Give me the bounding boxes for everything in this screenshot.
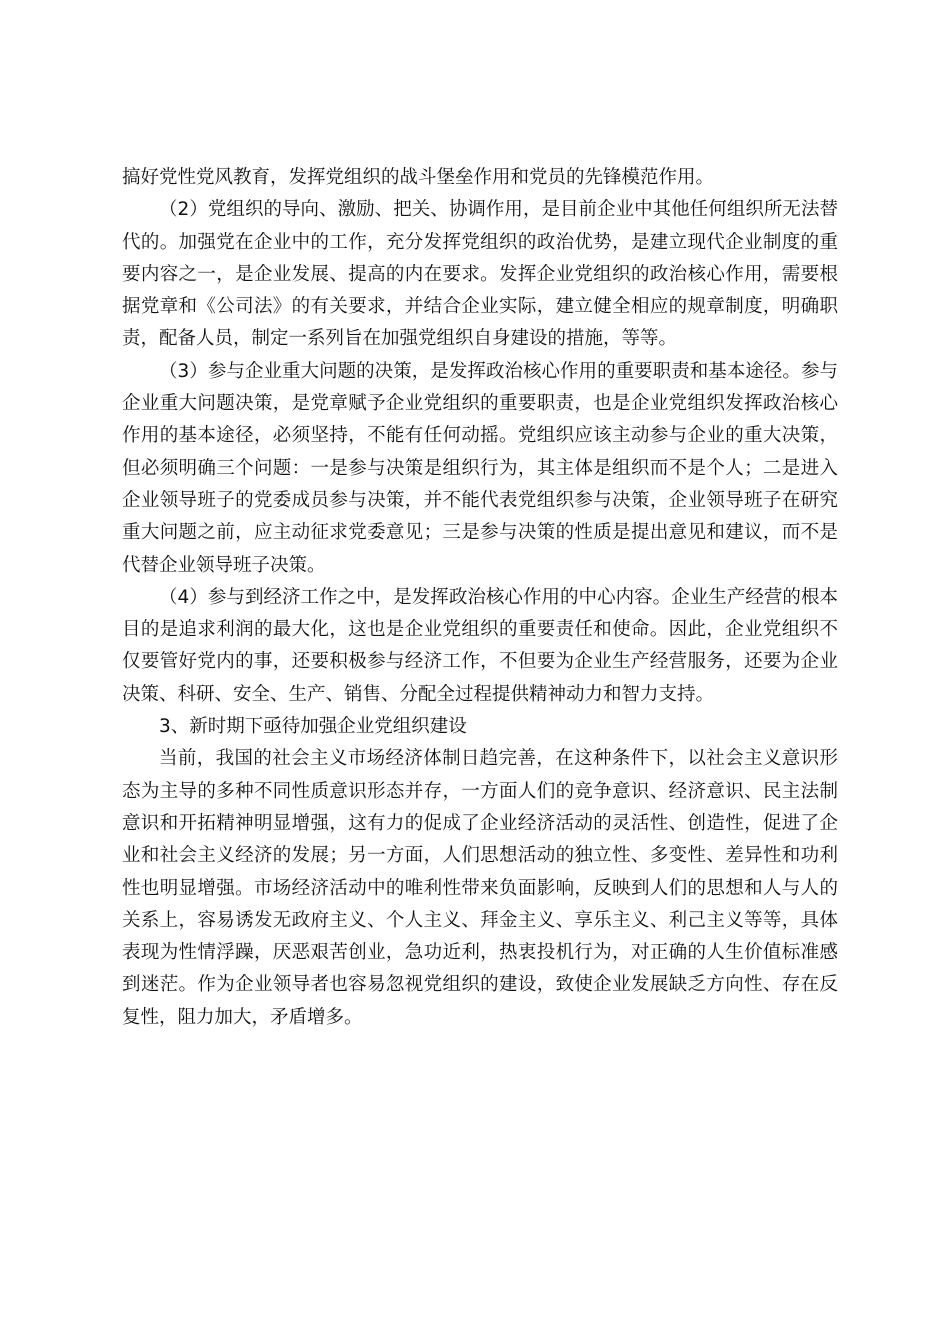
document-body bbox=[122, 162, 838, 1034]
paragraph-3: （3）参与企业重大问题的决策，是发挥政治核心作用的重要职责和基本途径。参与企业重大问题决策，是党章赋予企业党组织的重要职责，也是企业党组织发挥政治核心作用的基本途径，必须坚持，不能有任何动摇。党组织应该主动参与企业的重大决策，但必须明确三个问题：一是参与决策是组织行为，其主体是组织而不是个人；二是进入企业领导班子的党委成员参与决策，并不能代表党组织参与决策，企业领导班子在研究重大问题之前，应主动征求党委意见；三是参与决策的性质是提出意见和建议，而不是代替企业领导班子决策。 bbox=[122, 360, 838, 576]
paragraph-1: 搞好党性党风教育，发挥党组织的战斗堡垒作用和党员的先锋模范作用。 bbox=[122, 167, 715, 188]
section-heading: 3、新时期下亟待加强企业党组织建设 bbox=[159, 716, 467, 738]
paragraph-4: （4）参与到经济工作之中，是发挥政治核心作用的中心内容。企业生产经营的根本目的是追求利润的最大化，这也是企业党组织的重要责任和使命。因此，企业党组织不仅要管好党内的事，还要积极参与经济工作，不但要为企业生产经营服务，还要为企业决策、科研、安全、生产、销售、分配全过程提供精神动力和智力支持。 bbox=[122, 586, 838, 705]
paragraph-2: （2）党组织的导向、激励、把关、协调作用，是目前企业中其他任何组织所无法替代的。加强党在企业中的工作，充分发挥党组织的政治优势，是建立现代企业制度的重要内容之一，是企业发展、提高的内在要求。发挥企业党组织的政治核心作用，需要根据党章和《公司法》的有关要求，并结合企业实际，建立健全相应的规章制度，明确职责，配备人员，制定一系列旨在加强党组织自身建设的措施，等等。 bbox=[122, 199, 838, 350]
paragraph-5: 当前，我国的社会主义市场经济体制日趋完善，在这种条件下，以社会主义意识形态为主导的多种不同性质意识形态并存，一方面人们的竞争意识、经济意识、民主法制意识和开拓精神明显增强，这有力的促成了企业经济活动的灵活性、创造性，促进了企业和社会主义经济的发展；另一方面，人们思想活动的独立性、多变性、差异性和功利性也明显增强。市场经济活动中的唯利性带来负面影响，反映到人们的思想和人与人的关系上，容易诱发无政府主义、个人主义、拜金主义、享乐主义、利己主义等等，具体表现为性情浮躁，厌恶艰苦创业，急功近利，热衷投机行为，对正确的人生价值标准感到迷茫。作为企业领导者也容易忽视党组织的建设，致使企业发展缺乏方向性、存在反复性，阻力加大，矛盾增多。 bbox=[122, 748, 838, 1028]
